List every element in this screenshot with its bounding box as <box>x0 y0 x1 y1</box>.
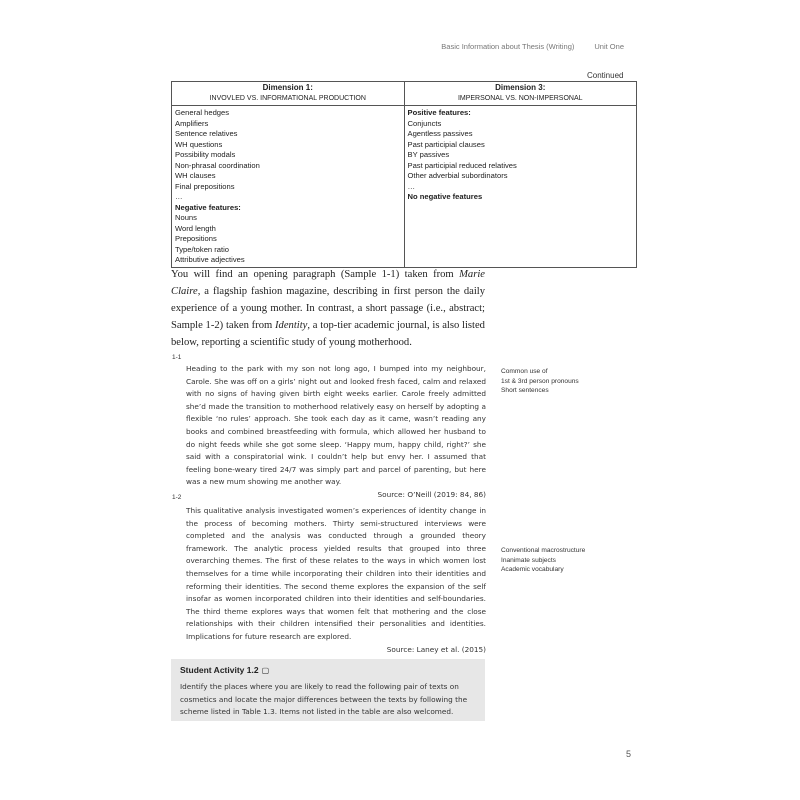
intro-text: , a flagship fashion magazine, describing in first person the daily experience of a young mother. In contrast, a short passage (i.e., abstract; Sample 1-2) taken from <box>171 286 485 331</box>
sample-2-text <box>186 505 486 656</box>
student-activity-instructions: Identify the places where you are likely to read the following pair of texts on cosmetics and locate the major differences between the texts by following the scheme listed in Table 1.3. Items not listed in the table are also welcomed. <box>180 682 468 717</box>
feature-item: … <box>175 192 183 201</box>
feature-item: Final prepositions <box>175 181 235 191</box>
dimensions-table <box>171 81 637 268</box>
running-head-unit: Unit One <box>594 42 624 51</box>
feature-item: Attributive adjectives <box>175 255 245 264</box>
student-activity-title-text: Student Activity 1.2 <box>180 665 259 675</box>
dimension-1-heading: Dimension 1: <box>262 83 313 92</box>
dimension-3-features <box>404 106 637 268</box>
dimension-3-heading: Dimension 3: <box>495 83 546 92</box>
feature-group-heading: Negative features: <box>175 202 241 212</box>
feature-item: Type/token ratio <box>175 244 230 254</box>
sample-2-paragraph: This qualitative analysis investigated women’s experiences of identity change in the process of becoming mothers. Thirty semi-structured interviews were completed and the analysis was conducted through a grounded theory framework. The analytic process yielded results that grouped into three overarching themes. The first of these relates to the ways in which women lost themselves for a time while incorporating their children into their identities and reforming their identities. The second theme explores the expansion of the self insofar as women incorporated children into their identities and self-boundaries. The third theme explores ways that women felt that mothering and the close relationships with their children intensified their personalities and identities. Implications for future research are explored. <box>186 506 486 641</box>
table-continued-label: Continued <box>587 71 624 80</box>
sample-1-text <box>186 363 486 502</box>
margin-note-line: Academic vocabulary <box>501 566 564 573</box>
feature-item: BY passives <box>407 150 450 159</box>
feature-item: Sentence relatives <box>175 129 238 138</box>
sample-2-source: Source: Laney et al. (2015) <box>386 644 486 654</box>
feature-item: … <box>407 181 416 191</box>
feature-item: Prepositions <box>175 234 217 243</box>
clipboard-icon: ▢ <box>261 666 270 675</box>
feature-item: Other adverbial subordinators <box>407 171 508 180</box>
feature-item: Possibility modals <box>175 150 236 159</box>
feature-item: Non-phrasal coordination <box>175 160 260 170</box>
feature-item: WH questions <box>175 139 223 149</box>
margin-note-line: Conventional macrostructure <box>501 547 586 554</box>
sample-2-margin-note <box>501 546 585 575</box>
intro-text: , a top-tier academic journal, is also listed below, reporting a scientific study of young motherhood. <box>171 320 485 348</box>
margin-note-line: 1st & 3rd person pronouns <box>501 377 579 385</box>
page-number: 5 <box>626 749 632 759</box>
intro-source-identity: Identity <box>275 320 308 331</box>
student-activity-title <box>180 665 269 675</box>
feature-item: WH clauses <box>175 171 216 180</box>
dimension-1-header <box>172 82 405 106</box>
margin-note-line: Common use of <box>501 368 548 375</box>
sample-2-label: 1-2 <box>172 494 182 501</box>
feature-item: Conjuncts <box>407 118 442 128</box>
sample-1-source: Source: O’Neill (2019: 84, 86) <box>377 489 486 499</box>
dimension-3-subheading: IMPERSONAL VS. NON-IMPERSONAL <box>457 94 583 102</box>
margin-note-line: Short sentences <box>501 387 549 394</box>
sample-1-margin-note <box>501 367 579 396</box>
student-activity-box <box>171 659 485 721</box>
running-head-title: Basic Information about Thesis (Writing) <box>441 42 575 51</box>
feature-item: Nouns <box>175 213 197 222</box>
intro-paragraph <box>171 266 485 351</box>
intro-source-marie-claire: Marie Claire <box>171 269 485 297</box>
dimension-1-features <box>172 106 405 268</box>
feature-item: Past participial reduced relatives <box>407 160 517 170</box>
feature-item: Agentless passives <box>407 129 473 138</box>
feature-item: Amplifiers <box>175 118 209 128</box>
dimension-1-subheading: INVOVLED VS. INFORMATIONAL PRODUCTION <box>209 94 366 102</box>
sample-1-label: 1-1 <box>172 354 182 361</box>
feature-group-heading: Positive features: <box>407 108 471 117</box>
sample-1-paragraph: Heading to the park with my son not long ago, I bumped into my neighbour, Carole. She was off on a girls’ night out and looked fresh faced, calm and relaxed with no signs of having given birth eight weeks earlier. Carole freely admitted she’d made the transition to motherhood relatively easy on herself by adopting a flexible ‘no rules’ approach. She took each day as it came, wasn’t reading any books and combined breastfeeding with formula, which allowed her husband to do night feeds while she got some sleep. ‘Happy mum, happy child, right?’ she said with a conspiratorial wink. I couldn’t help but envy her. I assumed that feeling bone-weary tired 24/7 was simply part and parcel of parenting, but here was a new mum showing me another way. <box>186 364 486 487</box>
feature-item: Word length <box>175 223 216 233</box>
feature-item: General hedges <box>175 108 230 117</box>
feature-group-heading: No negative features <box>407 192 483 201</box>
intro-text: You will find an opening paragraph (Sample 1-1) taken from <box>171 269 460 280</box>
feature-item: Past participial clauses <box>407 139 485 149</box>
running-head <box>441 42 624 51</box>
margin-note-line: Inanimate subjects <box>501 556 556 564</box>
dimension-3-header <box>404 82 637 106</box>
